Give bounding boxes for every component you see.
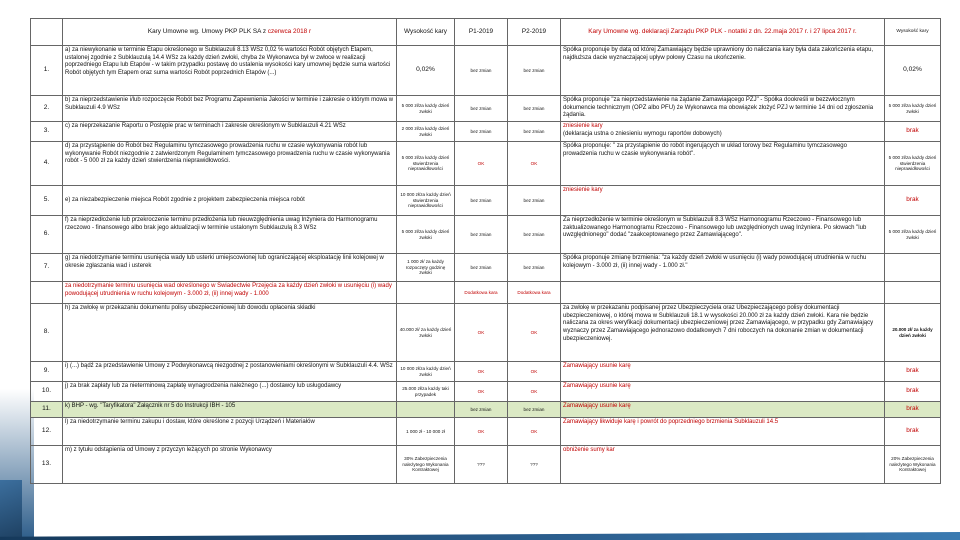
row-amount: 10 000 zł/za każdy dzień stwierdzenia nieprawidłowości [397, 186, 455, 216]
row-p2: bez zmian [508, 254, 561, 282]
row-declaration: Spółka proponuje: " za przystąpienie do robót ingerujących w układ torowy bez Regulaminu tymczasowego prowadzenia ruchu w czasie wykonywania robót". [561, 142, 885, 186]
row-declaration: Zamawiający usunie karę [561, 362, 885, 382]
row-p1: OK [455, 362, 508, 382]
row-number: 13. [31, 446, 63, 484]
row-new-amount: 5 000 zł/za każdy dzień zwłoki [885, 96, 941, 122]
table-row [31, 216, 941, 254]
table-row [31, 402, 941, 418]
row-p1: bez zmian [455, 186, 508, 216]
row-new-amount: brak [885, 186, 941, 216]
row-p1: ??? [455, 446, 508, 484]
row-number: 4. [31, 142, 63, 186]
row-description: g) za niedotrzymanie terminu usunięcia wady lub usterki umiejscowionej lub ograniczającej eksploatację linii kolejowej w okresie zgłaszania wad i usterek [63, 254, 397, 282]
row-number: 1. [31, 46, 63, 96]
table-row [31, 254, 941, 282]
row-amount: 10 000 zł/za każdy dzień zwłoki [397, 362, 455, 382]
row-p2: OK [508, 362, 561, 382]
row-declaration: Zamawiający likwiduje karę i powrót do poprzedniego brzmienia Subklauzuli 14.5 [561, 418, 885, 446]
row-amount: 0,02% [397, 46, 455, 96]
row-number: 6. [31, 216, 63, 254]
row-number: 5. [31, 186, 63, 216]
row-amount: 5 000 zł/za każdy dzień zwłoki [397, 216, 455, 254]
row-number: 3. [31, 122, 63, 142]
header-empty [31, 19, 63, 46]
row-new-amount: 20.000 zł/ za każdy dzień zwłoki [885, 304, 941, 362]
row-new-amount: brak [885, 402, 941, 418]
row-p1: Dodatkowa kara [455, 282, 508, 304]
row-new-amount: brak [885, 122, 941, 142]
table-row [31, 142, 941, 186]
row-description: k) BHP - wg. "Taryfikatora" Załącznik nr 5 do Instrukcji IBH - 105 [63, 402, 397, 418]
row-description: c) za nieprzekazanie Raportu o Postępie prac w terminach i zakresie określonym w Subklauzuli 4.21 WSz [63, 122, 397, 142]
header-amount-new: Wysokość kary [885, 19, 941, 46]
row-new-amount: 0,02% [885, 46, 941, 96]
table-row [31, 382, 941, 402]
row-declaration: Za nieprzedłożenie w terminie określonym w Subklauzuli 8.3 WSz Harmonogramu Rzeczowo - Finansowego lub zaktualizowanego Harmonogramu Rzeczowo - Finansowego lub uwzględnionych uwag Inżyniera. Po słowach "lub uwzględnionego" dodać "zaakceptowanego przez Zamawiającego". [561, 216, 885, 254]
row-amount [397, 282, 455, 304]
row-amount: 40.000 zł/ za każdy dzień zwłoki [397, 304, 455, 362]
row-new-amount: brak [885, 418, 941, 446]
row-p2: ??? [508, 446, 561, 484]
table-row [31, 304, 941, 362]
row-description: i) (...) bądź za przedstawienie Umowy z Podwykonawcą niezgodnej z postanowieniami określonymi w Subklauzuli 4.4. WSz [63, 362, 397, 382]
row-amount: 1 000 zł/ za każdy rozpoczęty godzinę zwłoki [397, 254, 455, 282]
row-new-amount: brak [885, 382, 941, 402]
row-description: a) za niewykonanie w terminie Etapu określonego w Subklauzuli 8.13 WSz 0,02 % wartości Robót objętych Etapem, ustalonej zgodnie z Subklauzulą 14.4 WSz za każdy dzień zwłoki, chyba że Wykonawca był w zwłoce w realizacji poprzedniego Etapu lub Etapów - w takim przypadku postawę do ustalenia wysokości kary umownej będzie suma wartości Robót objętych tym Etapem oraz suma wartości Robót poprzednich Etapów (...) [63, 46, 397, 96]
row-p2: bez zmian [508, 46, 561, 96]
row-description: b) za nieprzedstawienie i/lub rozpoczęcie Robót bez Programu Zapewnienia Jakości w terminie i zakresie o którym mowa w Subklauzuli 4.9 WSz [63, 96, 397, 122]
table-row [31, 418, 941, 446]
row-declaration: obniżenie sumy kar [561, 446, 885, 484]
row-declaration: Spółka proponuje by datą od której Zamawiający będzie uprawniony do naliczania kary była data zakończenia etapu, najdłuższa dacie wyznaczającej upływ połowy Czasu na ukończenie. [561, 46, 885, 96]
table-header [31, 19, 941, 46]
left-decoration [0, 0, 34, 540]
row-p1: OK [455, 418, 508, 446]
row-declaration [561, 282, 885, 304]
row-declaration: Zamawiający usunie karę [561, 402, 885, 418]
row-description: j) za brak zapłaty lub za nieterminową zapłatę wynagrodzenia należnego (...) dostawcy lub usługodawcy [63, 382, 397, 402]
row-amount: 2 000 zł/za każdy dzień zwłoki [397, 122, 455, 142]
row-amount: 25.000 zł/za każdy taki przypadek [397, 382, 455, 402]
row-new-amount [885, 254, 941, 282]
row-amount [397, 402, 455, 418]
row-p2: OK [508, 418, 561, 446]
table-row [31, 282, 941, 304]
row-p1: bez zmian [455, 402, 508, 418]
row-p1: bez zmian [455, 254, 508, 282]
row-description: h) za zwłokę w przekazaniu dokumentu polisy ubezpieczeniowej lub dowodu opłacenia składki [63, 304, 397, 362]
table-row [31, 446, 941, 484]
table-row [31, 362, 941, 382]
row-p2: Dodatkowa kara [508, 282, 561, 304]
row-declaration: zniesienie kary [561, 186, 885, 216]
row-description: e) za niezabezpieczenie miejsca Robót zgodnie z projektem zabezpieczenia miejsca robót [63, 186, 397, 216]
row-number: 2. [31, 96, 63, 122]
row-number: 11. [31, 402, 63, 418]
row-declaration: Spółka proponuje zmianę brzmienia: "za każdy dzień zwłoki w usunięciu (i) wady powodującej utrudnienia w ruchu kolejowym - 3.000 zł, (ii) innej wady - 1.000 zł." [561, 254, 885, 282]
row-declaration: Zamawiający usunie karę [561, 382, 885, 402]
row-number: 10. [31, 382, 63, 402]
header-amount: Wysokość kary [397, 19, 455, 46]
row-p1: bez zmian [455, 122, 508, 142]
row-new-amount: brak [885, 362, 941, 382]
row-new-amount: 5 000 zł/za każdy dzień stwierdzenia nieprawidłowości [885, 142, 941, 186]
penalties-table [30, 18, 941, 484]
row-declaration: za zwłokę w przekazaniu podpisanej przez Ubezpieczyciela oraz Ubezpieczającego polisy dokumentacji ubezpieczeniowej, o której mowa w Subklauzuli 18.1 w wysokości 20.000 zł za każdy dzień zwłoki. Kara nie będzie naliczana za okres weryfikacji dokumentacji ubezpieczeniowej przez Zamawiającego, w przypadku gdy Zamawiający wyznaczy przez Zamawiającego jednorazowo dodatkowych 7 dni roboczych na dokonanie zmian w dokumentacji ubezpieczeniowej. [561, 304, 885, 362]
row-declaration: Spółka proponuje "za nieprzedstawienie na żądanie Zamawiającego PZJ" - Spółka dookreśli w bezzwłocznym dokumencie technicznym (OPZ albo PFU) że Wykonawca ma obowiązek złożyć PZJ w terminie 14 dni od zgłoszenia żądania. [561, 96, 885, 122]
row-new-amount [885, 282, 941, 304]
row-p2: bez zmian [508, 186, 561, 216]
row-p1: OK [455, 382, 508, 402]
row-p1: OK [455, 142, 508, 186]
table-row [31, 46, 941, 96]
table-row [31, 96, 941, 122]
row-number: 9. [31, 362, 63, 382]
header-declaration: Kary Umowne wg. deklaracji Zarządu PKP PLK - notatki z dn. 22.maja 2017 r. i 27 lipca 2017 r. [561, 19, 885, 46]
row-description: za niedotrzymanie terminu usunięcia wad określonego w Świadectwie Przejęcia za każdy dzień zwłoki w usunięciu (i) wady powodującej utrudnienia w ruchu kolejowym - 3.000 zł, (ii) innej wady - 1.000 [63, 282, 397, 304]
row-description: m) z tytułu odstąpienia od Umowy z przyczyn leżących po stronie Wykonawcy [63, 446, 397, 484]
row-description: l) za niedotrzymanie terminu zakupu i dostaw, które określone z pozycji Urządzeń i Materiałów [63, 418, 397, 446]
row-new-amount: 20% Zabezpieczenia należytego Wykonania Kontraktowej [885, 446, 941, 484]
row-amount: 1 000 zł - 10 000 zł [397, 418, 455, 446]
header-p1: P1-2019 [455, 19, 508, 46]
row-number [31, 282, 63, 304]
row-p1: OK [455, 304, 508, 362]
row-p1: bez zmian [455, 96, 508, 122]
row-amount: 30% Zabezpieczenia należytego Wykonania Kontraktowej [397, 446, 455, 484]
row-number: 12. [31, 418, 63, 446]
row-p1: bez zmian [455, 216, 508, 254]
row-p2: bez zmian [508, 216, 561, 254]
row-p2: OK [508, 382, 561, 402]
row-p2: bez zmian [508, 402, 561, 418]
table-row [31, 186, 941, 216]
header-contract-penalties: Kary Umowne wg. Umowy PKP PLK SA z czerwca 2018 r [63, 19, 397, 46]
row-p1: bez zmian [455, 46, 508, 96]
row-number: 8. [31, 304, 63, 362]
table-row [31, 122, 941, 142]
row-declaration: zniesienie kary (deklaracja ustna o zniesieniu wymogu raportów dobowych) [561, 122, 885, 142]
row-amount: 5 000 zł/za każdy dzień zwłoki [397, 96, 455, 122]
row-p2: OK [508, 142, 561, 186]
corner-decoration [0, 480, 22, 540]
row-p2: OK [508, 304, 561, 362]
row-description: f) za nieprzedłożenie lub przekroczenie terminu przedłożenia lub nieuwzględnienia uwag Inżyniera do Harmonogramu rzeczowo - finansowego albo brak jego aktualizacji w terminie ustalonym Subklauzulą 8.3 WSz [63, 216, 397, 254]
row-p2: bez zmian [508, 96, 561, 122]
row-p2: bez zmian [508, 122, 561, 142]
bottom-band-decoration [0, 532, 960, 540]
row-number: 7. [31, 254, 63, 282]
row-new-amount: 5 000 zł/za każdy dzień zwłoki [885, 216, 941, 254]
header-p2: P2-2019 [508, 19, 561, 46]
row-description: d) za przystąpienie do Robót bez Regulaminu tymczasowego prowadzenia ruchu w czasie wykonywania robót lub wykonywanie Robót niezgodnie z zatwierdzonym Regulaminem tymczasowego prowadzenia ruchu w czasie wykonywania robót - 5 000 zł za każdy dzień stwierdzenia nieprawidłowości. [63, 142, 397, 186]
row-amount: 5 000 zł/za każdy dzień stwierdzenia nieprawidłowości [397, 142, 455, 186]
